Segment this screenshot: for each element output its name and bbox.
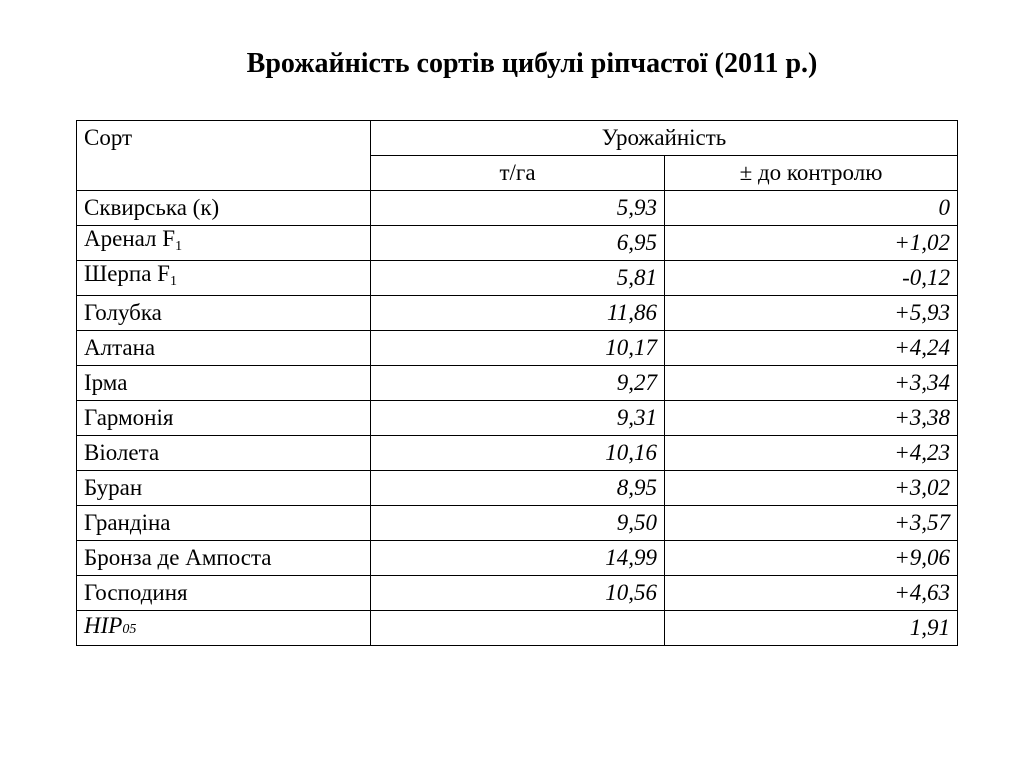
- page-title: Врожайність сортів цибулі ріпчастої (2011 р.): [246, 48, 818, 79]
- diff-cell: +3,38: [665, 401, 958, 436]
- table-row: [77, 191, 958, 226]
- yield-cell: 5,93: [371, 191, 665, 226]
- diff-cell: 0: [665, 191, 958, 226]
- variety-name: Бронза де Ампоста: [84, 545, 272, 570]
- variety-name-cell: [77, 506, 371, 541]
- header-unit: т/га: [371, 156, 665, 191]
- yield-cell: 5,81: [371, 261, 665, 296]
- table-row: [77, 261, 958, 296]
- diff-cell: +4,63: [665, 576, 958, 611]
- yield-cell: 10,17: [371, 331, 665, 366]
- variety-name-cell: [77, 401, 371, 436]
- diff-cell: +3,57: [665, 506, 958, 541]
- diff-cell: +4,24: [665, 331, 958, 366]
- yield-cell: 11,86: [371, 296, 665, 331]
- header-yield-group: Урожайність: [371, 121, 958, 156]
- table-row: [77, 331, 958, 366]
- variety-name: Сквирська (к): [84, 195, 220, 220]
- nir-value-cell: 1,91: [665, 611, 958, 646]
- yield-cell: 10,56: [371, 576, 665, 611]
- nir-row: [77, 611, 958, 646]
- table-row: [77, 471, 958, 506]
- variety-name-cell: [77, 576, 371, 611]
- diff-cell: +5,93: [665, 296, 958, 331]
- yield-cell: 10,16: [371, 436, 665, 471]
- yield-cell: 8,95: [371, 471, 665, 506]
- nir-label-cell: [77, 611, 371, 646]
- hybrid-subscript: 1: [169, 274, 177, 289]
- table-row: [77, 506, 958, 541]
- header-variety: Сорт: [77, 121, 371, 191]
- variety-name-cell: [77, 191, 371, 226]
- yield-cell: 9,31: [371, 401, 665, 436]
- diff-cell: +3,34: [665, 366, 958, 401]
- table-row: [77, 226, 958, 261]
- table-row: [77, 541, 958, 576]
- variety-name-cell: [77, 366, 371, 401]
- variety-name: Буран: [84, 475, 143, 500]
- variety-name-cell: [77, 541, 371, 576]
- variety-name: Господиня: [84, 580, 188, 605]
- header-diff: ± до контролю: [665, 156, 958, 191]
- variety-name: Аренал F: [84, 226, 176, 251]
- header-row-top: [77, 121, 958, 156]
- nir-yield-cell: [371, 611, 665, 646]
- table-row: [77, 366, 958, 401]
- table-row: [77, 576, 958, 611]
- variety-name-cell: [77, 296, 371, 331]
- diff-cell: +1,02: [665, 226, 958, 261]
- variety-name: Шерпа F: [84, 261, 170, 286]
- variety-name: Гармонія: [84, 405, 174, 430]
- yield-cell: 9,27: [371, 366, 665, 401]
- variety-name-cell: [77, 436, 371, 471]
- variety-name: Ірма: [84, 370, 128, 395]
- table-body: [77, 121, 958, 646]
- table-row: [77, 296, 958, 331]
- nir-subscript: 05: [122, 622, 137, 637]
- variety-name: Грандіна: [84, 510, 171, 535]
- diff-cell: -0,12: [665, 261, 958, 296]
- variety-name-cell: [77, 331, 371, 366]
- diff-cell: +4,23: [665, 436, 958, 471]
- variety-name: Віолета: [84, 440, 160, 465]
- yield-cell: 14,99: [371, 541, 665, 576]
- diff-cell: +9,06: [665, 541, 958, 576]
- yield-cell: 6,95: [371, 226, 665, 261]
- yield-cell: 9,50: [371, 506, 665, 541]
- variety-name: Голубка: [84, 300, 162, 325]
- table-row: [77, 401, 958, 436]
- diff-cell: +3,02: [665, 471, 958, 506]
- variety-name-cell: [77, 471, 371, 506]
- yield-table: [76, 120, 958, 646]
- hybrid-subscript: 1: [175, 239, 183, 254]
- variety-name: Алтана: [84, 335, 156, 360]
- table-row: [77, 436, 958, 471]
- variety-name-cell: [77, 261, 371, 296]
- nir-label: HIP: [84, 613, 123, 638]
- variety-name-cell: [77, 226, 371, 261]
